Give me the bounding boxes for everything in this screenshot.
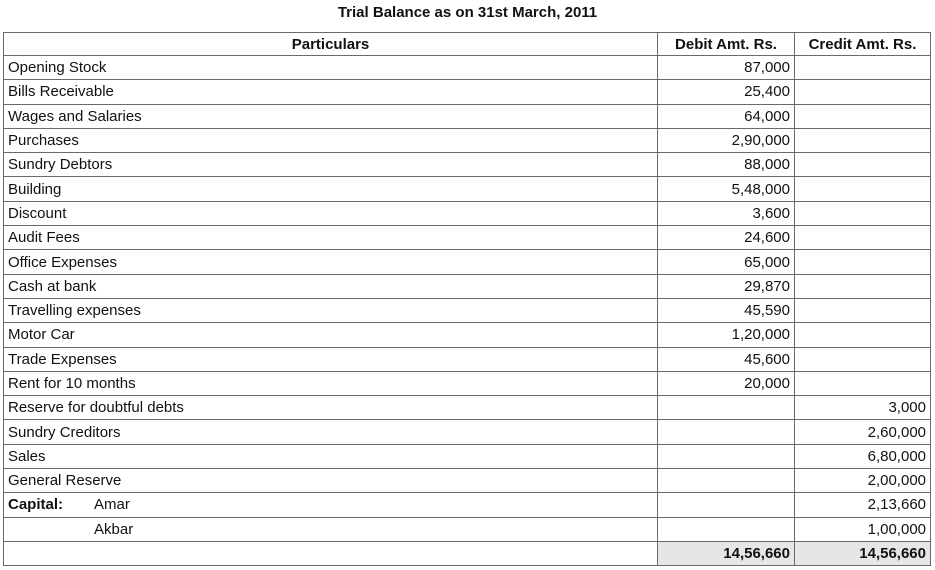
particulars-cell: Building (4, 177, 658, 201)
capital-row-akbar (4, 517, 931, 541)
debit-cell: 3,600 (658, 201, 795, 225)
credit-cell: 1,00,000 (795, 517, 931, 541)
debit-total: 14,56,660 (658, 541, 795, 565)
page-title: Trial Balance as on 31st March, 2011 (337, 4, 598, 21)
debit-cell: 5,48,000 (658, 177, 795, 201)
table-row (4, 80, 931, 104)
credit-cell: 3,000 (795, 396, 931, 420)
table-row (4, 226, 931, 250)
particulars-header: Particulars (4, 33, 658, 56)
credit-cell (795, 128, 931, 152)
table-row (4, 104, 931, 128)
particulars-cell: Sales (4, 444, 658, 468)
credit-cell (795, 250, 931, 274)
table-row (4, 444, 931, 468)
debit-cell (658, 493, 795, 517)
particulars-cell: Rent for 10 months (4, 371, 658, 395)
capital-particulars-cell (4, 493, 658, 517)
debit-cell (658, 469, 795, 493)
credit-cell (795, 201, 931, 225)
particulars-cell: Audit Fees (4, 226, 658, 250)
table-row (4, 469, 931, 493)
credit-cell: 2,00,000 (795, 469, 931, 493)
particulars-cell: Reserve for doubtful debts (4, 396, 658, 420)
table-row (4, 323, 931, 347)
debit-cell: 88,000 (658, 153, 795, 177)
particulars-cell: Opening Stock (4, 56, 658, 80)
particulars-cell: Trade Expenses (4, 347, 658, 371)
credit-cell (795, 177, 931, 201)
particulars-cell: Office Expenses (4, 250, 658, 274)
credit-cell (795, 80, 931, 104)
particulars-cell: Purchases (4, 128, 658, 152)
table-row (4, 347, 931, 371)
particulars-cell: Motor Car (4, 323, 658, 347)
capital-label: Capital: (8, 496, 64, 514)
particulars-cell: Sundry Creditors (4, 420, 658, 444)
credit-header: Credit Amt. Rs. (795, 33, 931, 56)
table-header-row (4, 33, 931, 56)
table-row (4, 153, 931, 177)
credit-cell (795, 274, 931, 298)
credit-cell: 2,13,660 (795, 493, 931, 517)
particulars-cell: Wages and Salaries (4, 104, 658, 128)
totals-row (4, 541, 931, 565)
debit-cell: 87,000 (658, 56, 795, 80)
credit-cell (795, 347, 931, 371)
credit-cell: 6,80,000 (795, 444, 931, 468)
debit-cell: 65,000 (658, 250, 795, 274)
debit-cell: 1,20,000 (658, 323, 795, 347)
particulars-cell: Travelling expenses (4, 298, 658, 322)
particulars-cell: Bills Receivable (4, 80, 658, 104)
table-row (4, 201, 931, 225)
totals-label-cell (4, 541, 658, 565)
table-row (4, 177, 931, 201)
debit-cell (658, 396, 795, 420)
table-row (4, 298, 931, 322)
debit-cell: 64,000 (658, 104, 795, 128)
credit-cell (795, 153, 931, 177)
debit-cell: 2,90,000 (658, 128, 795, 152)
debit-cell: 20,000 (658, 371, 795, 395)
particulars-cell: Cash at bank (4, 274, 658, 298)
debit-cell: 29,870 (658, 274, 795, 298)
table-row (4, 250, 931, 274)
table-row (4, 371, 931, 395)
table-row (4, 128, 931, 152)
table-row (4, 396, 931, 420)
credit-cell (795, 226, 931, 250)
capital-row-amar (4, 493, 931, 517)
credit-cell: 2,60,000 (795, 420, 931, 444)
particulars-cell: Sundry Debtors (4, 153, 658, 177)
debit-cell: 24,600 (658, 226, 795, 250)
credit-cell (795, 371, 931, 395)
credit-total: 14,56,660 (795, 541, 931, 565)
table-row (4, 274, 931, 298)
debit-header: Debit Amt. Rs. (658, 33, 795, 56)
partner-name-amar: Amar (94, 496, 130, 514)
credit-cell (795, 56, 931, 80)
credit-cell (795, 323, 931, 347)
debit-cell: 25,400 (658, 80, 795, 104)
particulars-cell: Discount (4, 201, 658, 225)
table-row (4, 420, 931, 444)
debit-cell (658, 420, 795, 444)
partner-name-akbar: Akbar (94, 520, 134, 538)
debit-cell: 45,590 (658, 298, 795, 322)
debit-cell (658, 517, 795, 541)
credit-cell (795, 298, 931, 322)
capital-particulars-cell (4, 517, 658, 541)
table-row (4, 56, 931, 80)
credit-cell (795, 104, 931, 128)
debit-cell: 45,600 (658, 347, 795, 371)
trial-balance-table (3, 32, 931, 566)
debit-cell (658, 444, 795, 468)
particulars-cell: General Reserve (4, 469, 658, 493)
